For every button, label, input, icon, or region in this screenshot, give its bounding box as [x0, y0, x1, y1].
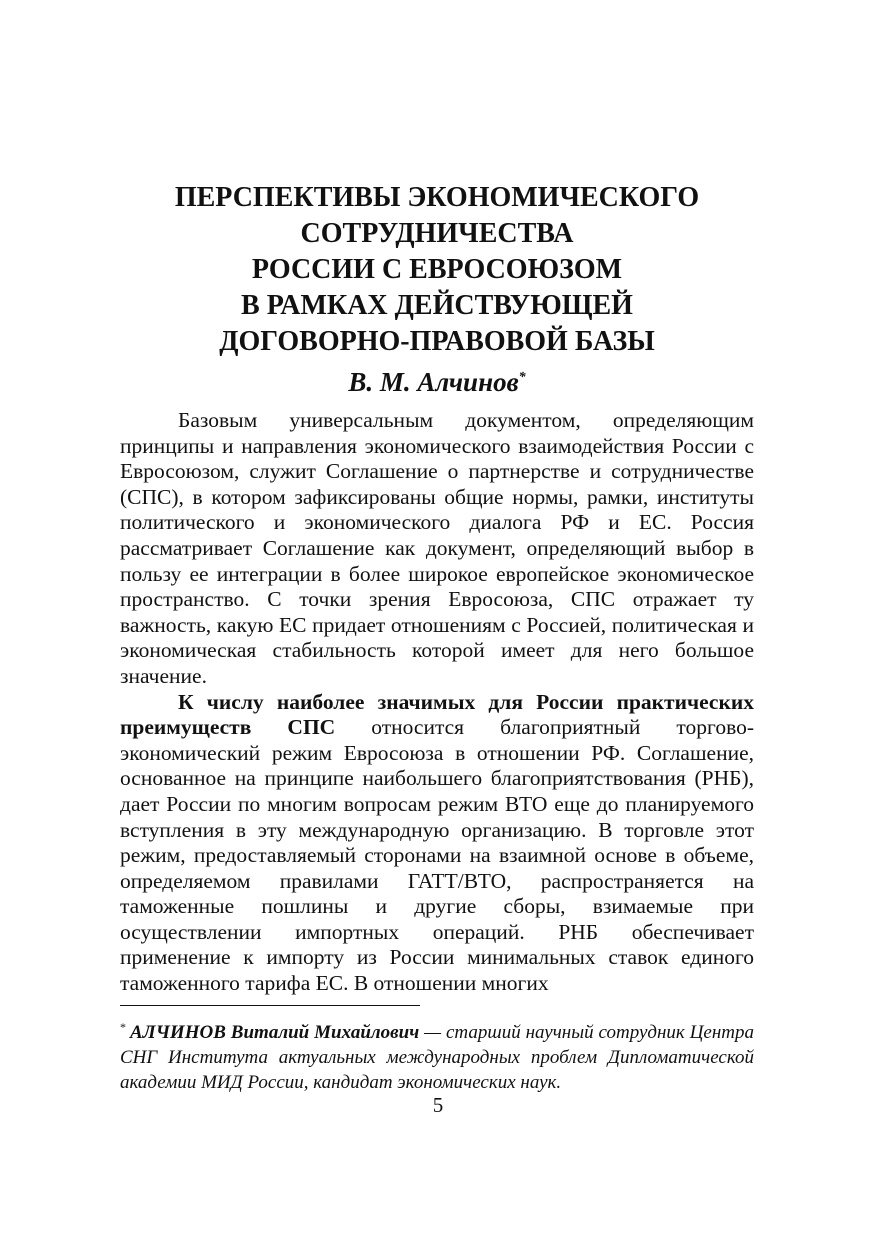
title-line: ПЕРСПЕКТИВЫ ЭКОНОМИЧЕСКОГО: [174, 182, 700, 213]
footnote: [120, 1020, 754, 1095]
author-name: В. М. Алчинов: [348, 367, 519, 397]
author-footnote-mark: *: [518, 370, 526, 385]
page-number: 5: [432, 1093, 444, 1117]
paragraph-2-text: относится благоприятный торгово-экономический режим Евросоюза в отношении РФ. Соглашение, основанное на принципе наибольшего благоприятствования (РНБ), дает России по многим вопросам режим ВТО еще до планируемого вступления в эту международную организацию. В торговле этот режим, предоставляемый сторонами на взаимной основе в объеме, определяемом правилами ГАТТ/ВТО, распространяется на таможенные пошлины и другие сборы, взимаемые при осуществлении импортных операций. РНБ обеспечивает применение к импорту из России минимальных ставок единого таможенного тарифа ЕС. В отношении многих: [120, 715, 754, 996]
paragraph-2: [120, 690, 754, 997]
footnote-text: — старший научный сотрудник Центра СНГ Института актуальных международных проблем Дипломатической академии МИД России, кандидат экономических наук.: [120, 1022, 754, 1093]
title-line: РОССИИ С ЕВРОСОЮЗОМ: [251, 254, 623, 285]
title-line: ДОГОВОРНО-ПРАВОВОЙ БАЗЫ: [219, 326, 655, 357]
title-line: СОТРУДНИЧЕСТВА: [300, 218, 574, 249]
paragraph-1: Базовым универсальным документом, определяющим принципы и направления экономического взаимодействия России с Евросоюзом, служит Соглашение о партнерстве и сотрудничестве (СПС), в котором зафиксированы общие нормы, рамки, институты политического и экономического диалога РФ и ЕС. Россия рассматривает Соглашение как документ, определяющий выбор в пользу ее интеграции в более широкое европейское экономическое пространство. С точки зрения Евросоюза, СПС отражает ту важность, какую ЕС придает отношениям с Россией, политическая и экономическая стабильность которой имеет для него большое значение.: [120, 408, 754, 688]
footnote-divider: [120, 1005, 420, 1006]
footnote-mark: *: [120, 1019, 126, 1034]
title-line: В РАМКАХ ДЕЙСТВУЮЩЕЙ: [241, 290, 633, 321]
footnote-author-name: АЛЧИНОВ Виталий Михайлович: [130, 1022, 420, 1043]
article-body: [120, 180, 754, 997]
author-line: [120, 366, 754, 398]
article-title: [120, 180, 754, 360]
paragraph-2-bold-lead: К числу наиболее значимых для России практических преимуществ СПС: [120, 689, 754, 740]
